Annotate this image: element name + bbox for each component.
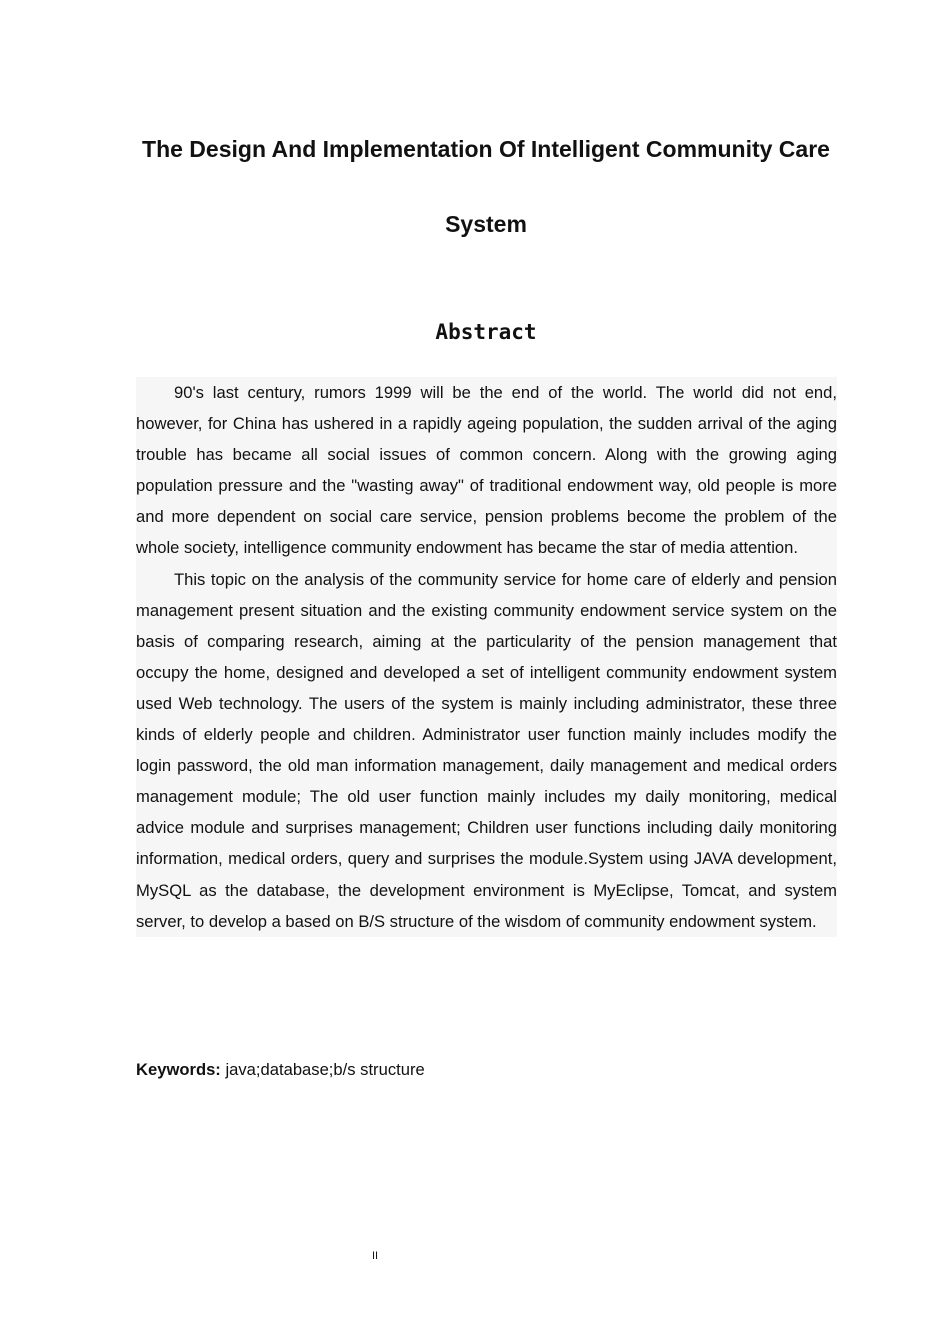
abstract-heading: Abstract <box>435 320 537 344</box>
page-number: II <box>371 1250 379 1262</box>
abstract-paragraph-1: 90's last century, rumors 1999 will be the end of the world. The world did not end, however, for China has ushered in a rapidly ageing population, the sudden arrival of the aging trouble has became all social issues of common concern. Along with the growing aging population pressure and the "wasting away" of traditional endowment way, old people is more and more dependent on social care service, pension problems become the problem of the whole society, intelligence community endowment has became the star of media attention. <box>136 383 837 558</box>
keywords-label: Keywords: <box>136 1060 221 1079</box>
keywords-line <box>136 1056 425 1084</box>
abstract-body <box>136 377 837 937</box>
paper-title: The Design And Implementation Of Intelligent Community Care System <box>142 136 830 237</box>
keywords-value: java;database;b/s structure <box>225 1060 425 1079</box>
abstract-paragraph-2: This topic on the analysis of the community service for home care of elderly and pension management present situation and the existing community endowment service system on the basis of comparing research, aiming at the particularity of the pension management that occupy the home, designed and developed a set of intelligent community endowment system used Web technology. The users of the system is mainly including administrator, these three kinds of elderly people and children. Administrator user function mainly includes modify the login password, the old man information management, daily management and medical orders management module; The old user function mainly includes my daily monitoring, medical advice module and surprises management; Children user functions including daily monitoring information, medical orders, query and surprises the module.System using JAVA development, MySQL as the database, the development environment is MyEclipse, Tomcat, and system server, to develop a based on B/S structure of the wisdom of community endowment system. <box>136 569 837 931</box>
